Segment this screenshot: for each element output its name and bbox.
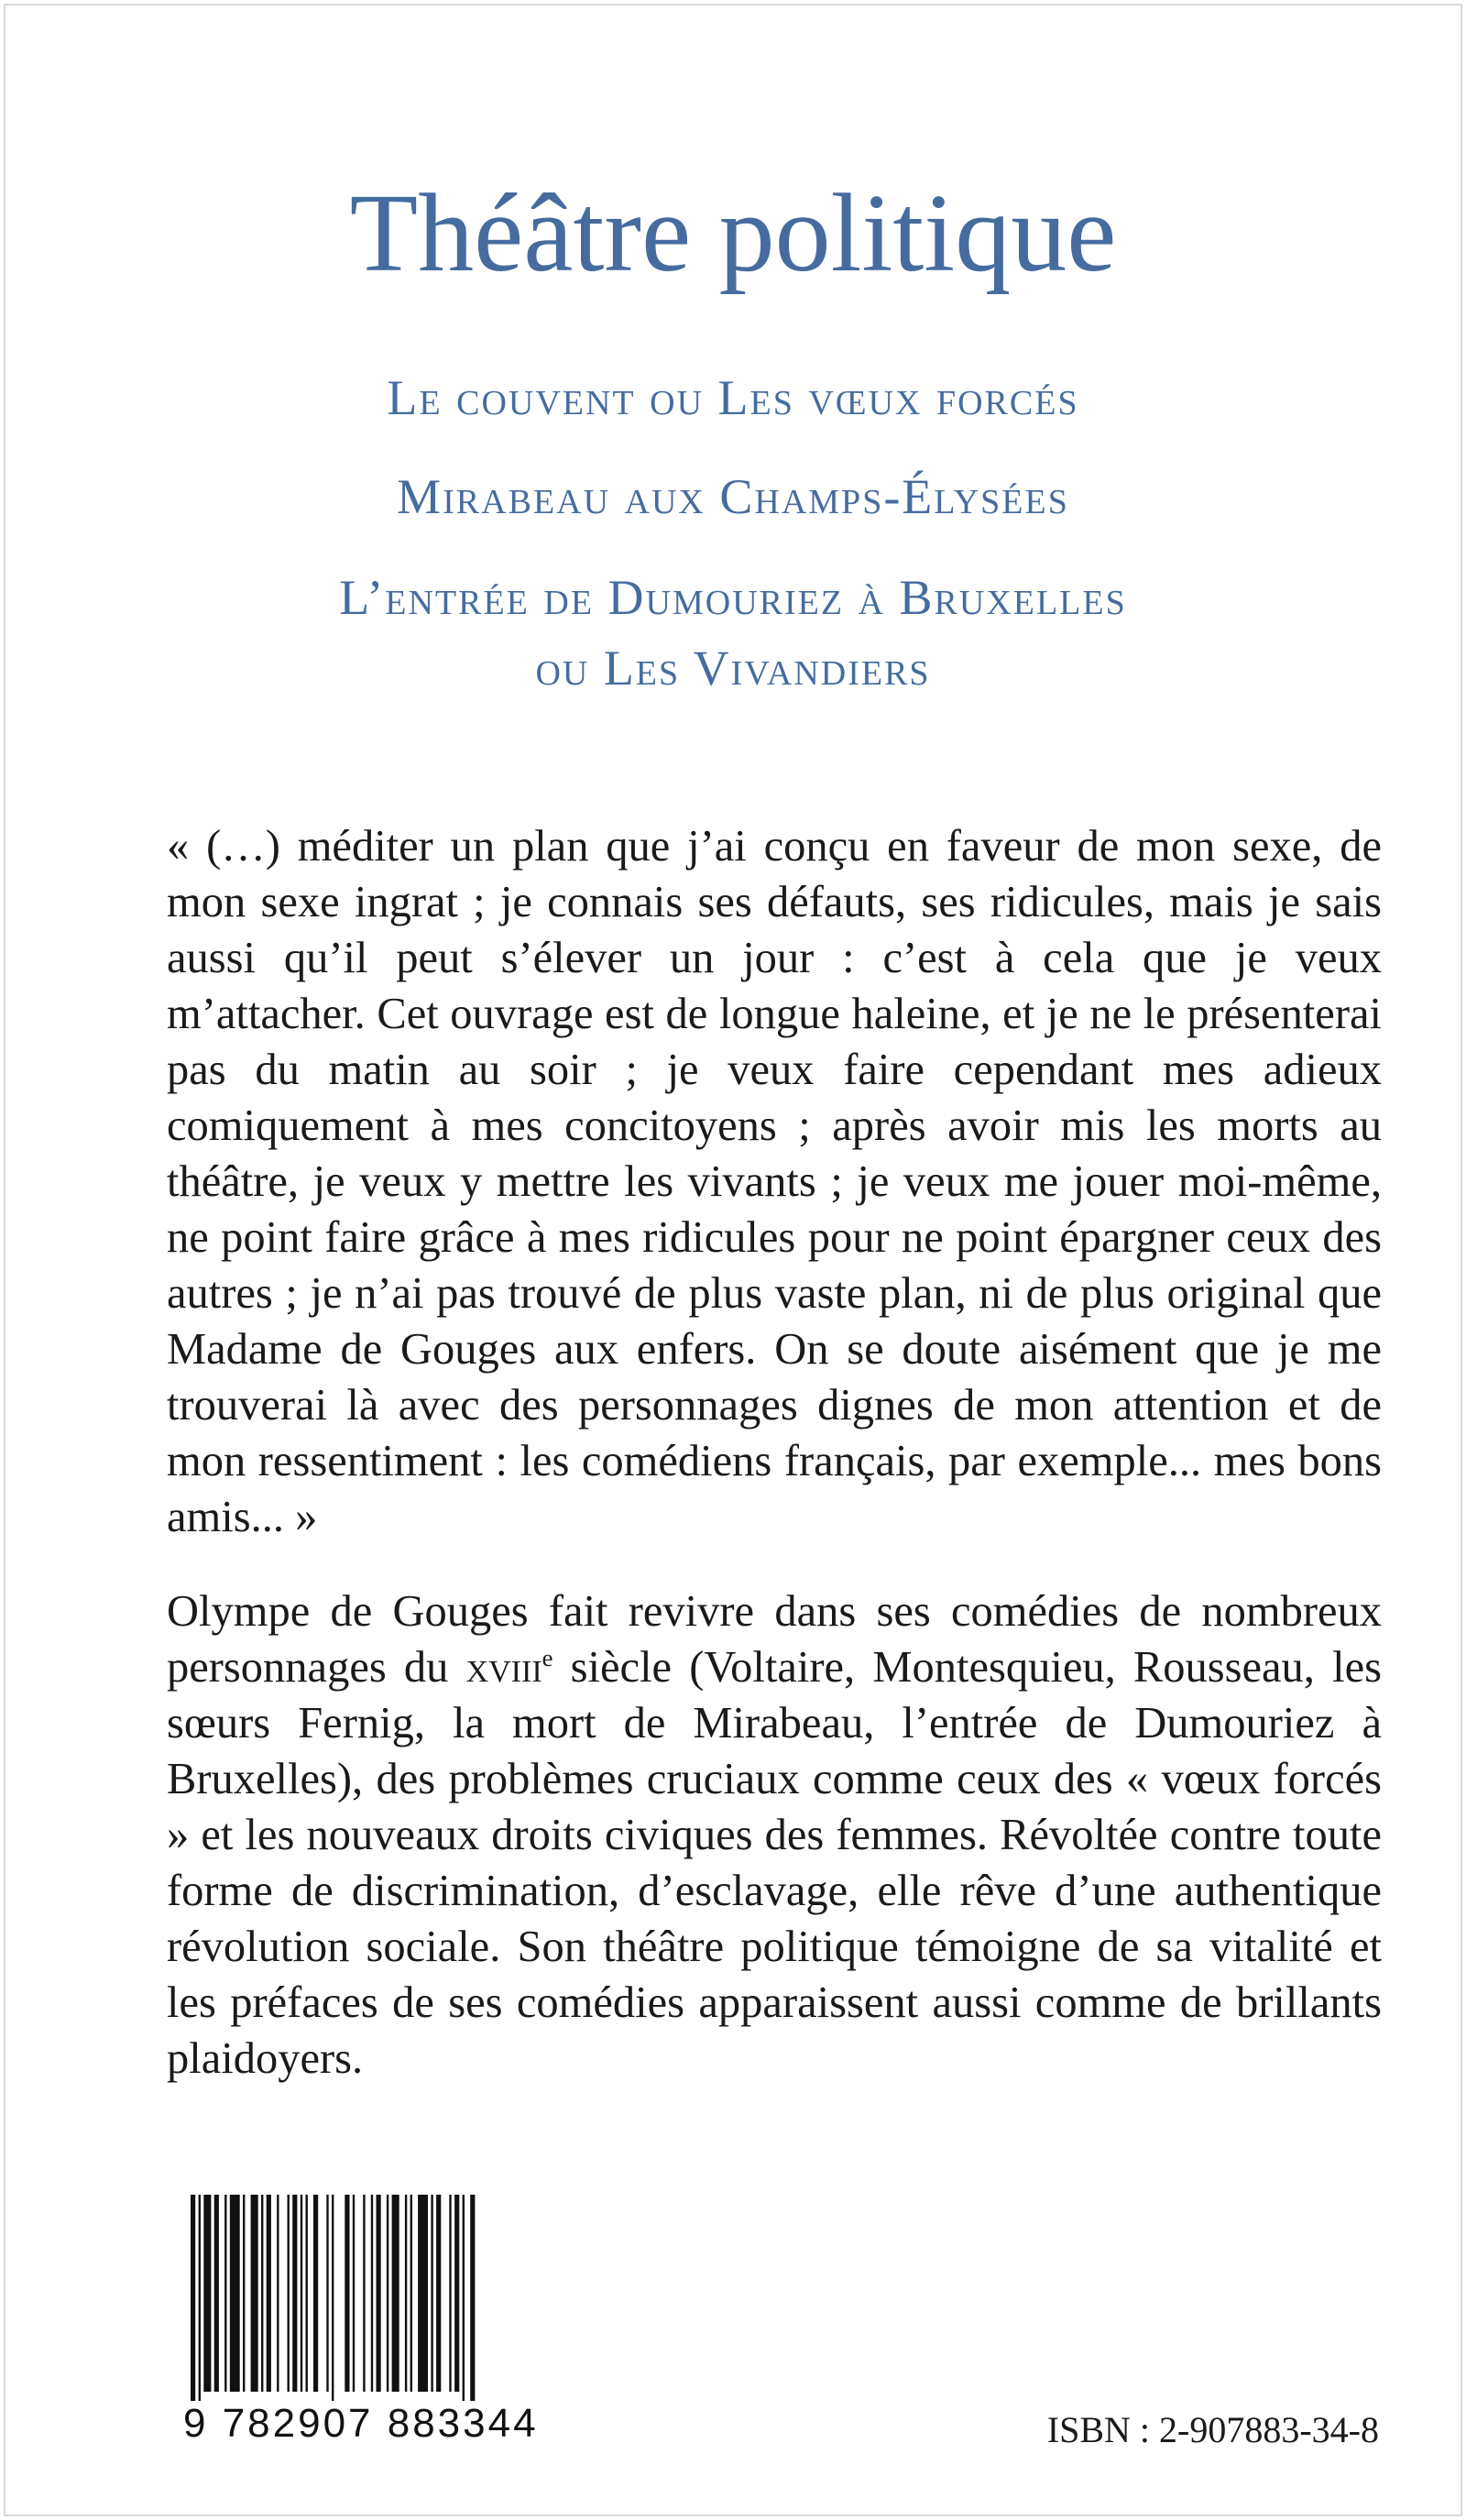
barcode-bar: [301, 2195, 302, 2392]
barcode-bar: [203, 2195, 211, 2392]
barcode-bar: [306, 2195, 308, 2392]
barcode-bar: [326, 2195, 328, 2392]
book-title: Théâtre politique: [349, 171, 1117, 295]
barcode-bar: [292, 2195, 297, 2392]
barcode-digits: 9 782907 883344: [183, 2401, 539, 2446]
quote-paragraph: « (…) méditer un plan que j’ai conçu en faveur de mon sexe, de mon sexe ingrat ; je connais ses défauts, ses ridicules, mais je sais aussi qu’il peut s’élever un jour : c’est à cela que je veux m’attacher. Cet ouvrage est de longue haleine, et je ne le présenterai pas du matin au soir ; je veux faire cependant mes adieux comiquement à mes concitoyens ; après avoir mis les morts au théâtre, je veux y mettre les vivants ; je veux me jouer moi-même, ne point faire grâce à mes ridicules pour ne point épargner ceux des autres ; je n’ai pas trouvé de plus vaste plan, ni de plus original que Madame de Gouges aux enfers. On se doute aisément que je me trouverai là avec des personnages dignes de mon attention et de mon ressentiment : les comédiens français, par exemple... mes bons amis... »: [167, 822, 1382, 1541]
barcode-bar: [243, 2195, 245, 2392]
barcode-bar: [353, 2195, 355, 2392]
barcode-bar: [470, 2195, 475, 2401]
barcode-bar: [454, 2195, 459, 2392]
barcode-bar: [313, 2195, 318, 2392]
barcode-bar: [377, 2195, 381, 2392]
barcode-bar: [199, 2195, 201, 2401]
barcode-bar: [277, 2195, 279, 2392]
barcode-bar: [463, 2195, 465, 2401]
barcode-bar: [392, 2195, 399, 2392]
barcode-bar: [191, 2195, 195, 2401]
barcode-bar: [332, 2195, 334, 2401]
description-paragraph: [167, 1583, 1382, 2087]
barcode-bar: [363, 2195, 365, 2392]
century-numeral: xviii: [465, 1643, 542, 1692]
play-title-dumouriez-subtitle: ou Les Vivandiers: [535, 641, 931, 696]
century-superscript: e: [542, 1643, 553, 1671]
barcode-bar: [230, 2195, 240, 2392]
barcode-bars: [183, 2195, 539, 2401]
barcode-bar: [436, 2195, 441, 2392]
barcode-bar: [345, 2195, 349, 2392]
barcode-bar: [214, 2195, 219, 2392]
isbn-label: ISBN : 2-907883-34-8: [1046, 2409, 1379, 2450]
barcode-bar: [224, 2195, 226, 2392]
play-title-dumouriez: L’entrée de Dumouriez à Bruxelles: [339, 570, 1127, 625]
barcode-bar: [418, 2195, 428, 2392]
description-part-2: siècle (Voltaire, Montesquieu, Rousseau, les sœurs Fernig, la mort de Mirabeau, l’entrée de Dumouriez à Bruxelles), des problèmes cruciaux comme ceux des « vœux forcés » et les nouveaux droits civiques des femmes. Révoltée contre toute forme de discrimination, d’esclavage, elle rêve d’une authentique révolution sociale. Son théâtre politique témoigne de sa vitalité et les préfaces de ses comédies apparaissent aussi comme de brillants plaidoyers.: [167, 1643, 1382, 2083]
play-title-couvent: Le couvent ou Les vœux forcés: [387, 370, 1079, 425]
barcode-bar: [431, 2195, 432, 2392]
barcode-bar: [251, 2195, 258, 2392]
description-part-1: Olympe de Gouges fait revivre dans ses comédies de nombreux personnages du: [167, 1587, 1382, 1692]
barcode-bar: [261, 2195, 263, 2392]
barcode-bar: [288, 2195, 290, 2392]
barcode-bar: [371, 2195, 373, 2392]
barcode-bar: [410, 2195, 412, 2392]
barcode-bar: [405, 2195, 407, 2392]
barcode-bar: [267, 2195, 271, 2392]
barcode-bar: [449, 2195, 451, 2392]
barcode-bar: [387, 2195, 388, 2392]
play-title-mirabeau: Mirabeau aux Champs-Élysées: [397, 469, 1069, 524]
